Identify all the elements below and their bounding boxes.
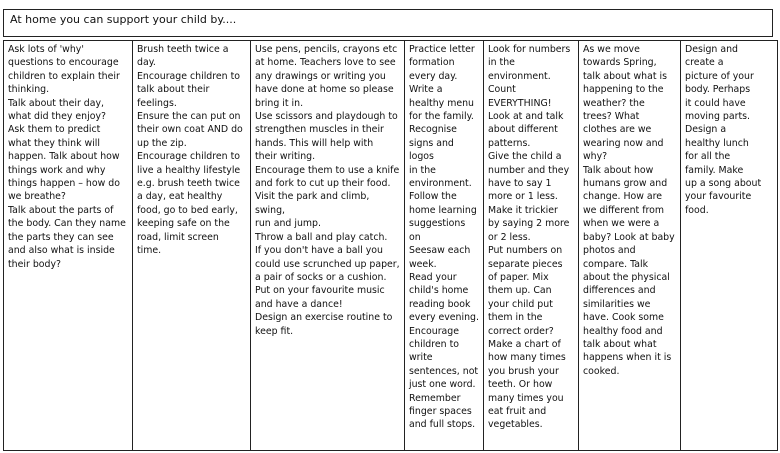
column-wellbeing-text: Brush teeth twice a day. Encourage children to talk about their feelings. Ensure the can put on their own coat AND do up the zip. Encourage children to live a healthy lifestyle e.g. brush teeth twice a day, eat healthy food, go to bed early, keeping safe on the road, limit screen time.	[137, 44, 243, 257]
column-world-text: As we move towards Spring, talk about what is happening to the weather? the trees? What clothes are we wearing now and why? Talk about how humans grow and change. How are we different from when we were a baby? Look at baby photos and compare. Talk about the physical differences and similarities we have. Cook some healthy food and talk about what happens when it is cooked.	[583, 44, 675, 377]
column-understanding-text: Ask lots of 'why' questions to encourage children to explain their thinking. Talk about their day, what did they enjoy? Ask them to predict what they think will happen. Talk about how things work and why things happen – how do we breathe? Talk about the parts of the body. Can they name the parts they can see and also what is inside their body?	[8, 44, 126, 270]
column-understanding	[4, 41, 133, 451]
column-maths	[484, 41, 579, 451]
column-maths-text: Look for numbers in the environment. Count EVERYTHING! Look at and talk about different patterns. Give the child a number and they have to say 1 more or 1 less. Make it trickier by saying 2 more or 2 less. Put numbers on separate pieces of paper. Mix them up. Can your child put them in the correct order? Make a chart of how many times you brush your teeth. Or how many times you eat fruit and vegetables.	[488, 44, 571, 431]
header-title: At home you can support your child by....	[10, 13, 237, 26]
column-physical	[251, 41, 405, 451]
activity-table	[3, 40, 778, 451]
column-literacy	[405, 41, 484, 451]
column-literacy-text: Practice letter formation every day. Write a healthy menu for the family. Recognise signs and logos in the environment. Follow the home learning suggestions on Seesaw each week. Read your child's home reading book every evening. Encourage children to write sentences, not just one word. Remember finger spaces and full stops.	[409, 44, 479, 431]
column-creative	[681, 41, 778, 451]
column-wellbeing	[133, 41, 251, 451]
column-world	[579, 41, 681, 451]
column-creative-text: Design and create a picture of your body. Perhaps it could have moving parts. Design a healthy lunch for all the family. Make up a song about your favourite food.	[685, 44, 762, 216]
table-row	[4, 41, 778, 451]
column-physical-text: Use pens, pencils, crayons etc at home. Teachers love to see any drawings or writing you have done at home so please bring it in. Use scissors and playdough to strengthen muscles in their hands. This will help with their writing. Encourage them to use a knife and fork to cut up their food. Visit the park and climb, swing, run and jump. Throw a ball and play catch. If you don't have a ball you could use scrunched up paper, a pair of socks or a cushion. Put on your favourite music and have a dance! Design an exercise routine to keep fit.	[255, 44, 400, 337]
header-title-box	[3, 9, 773, 37]
